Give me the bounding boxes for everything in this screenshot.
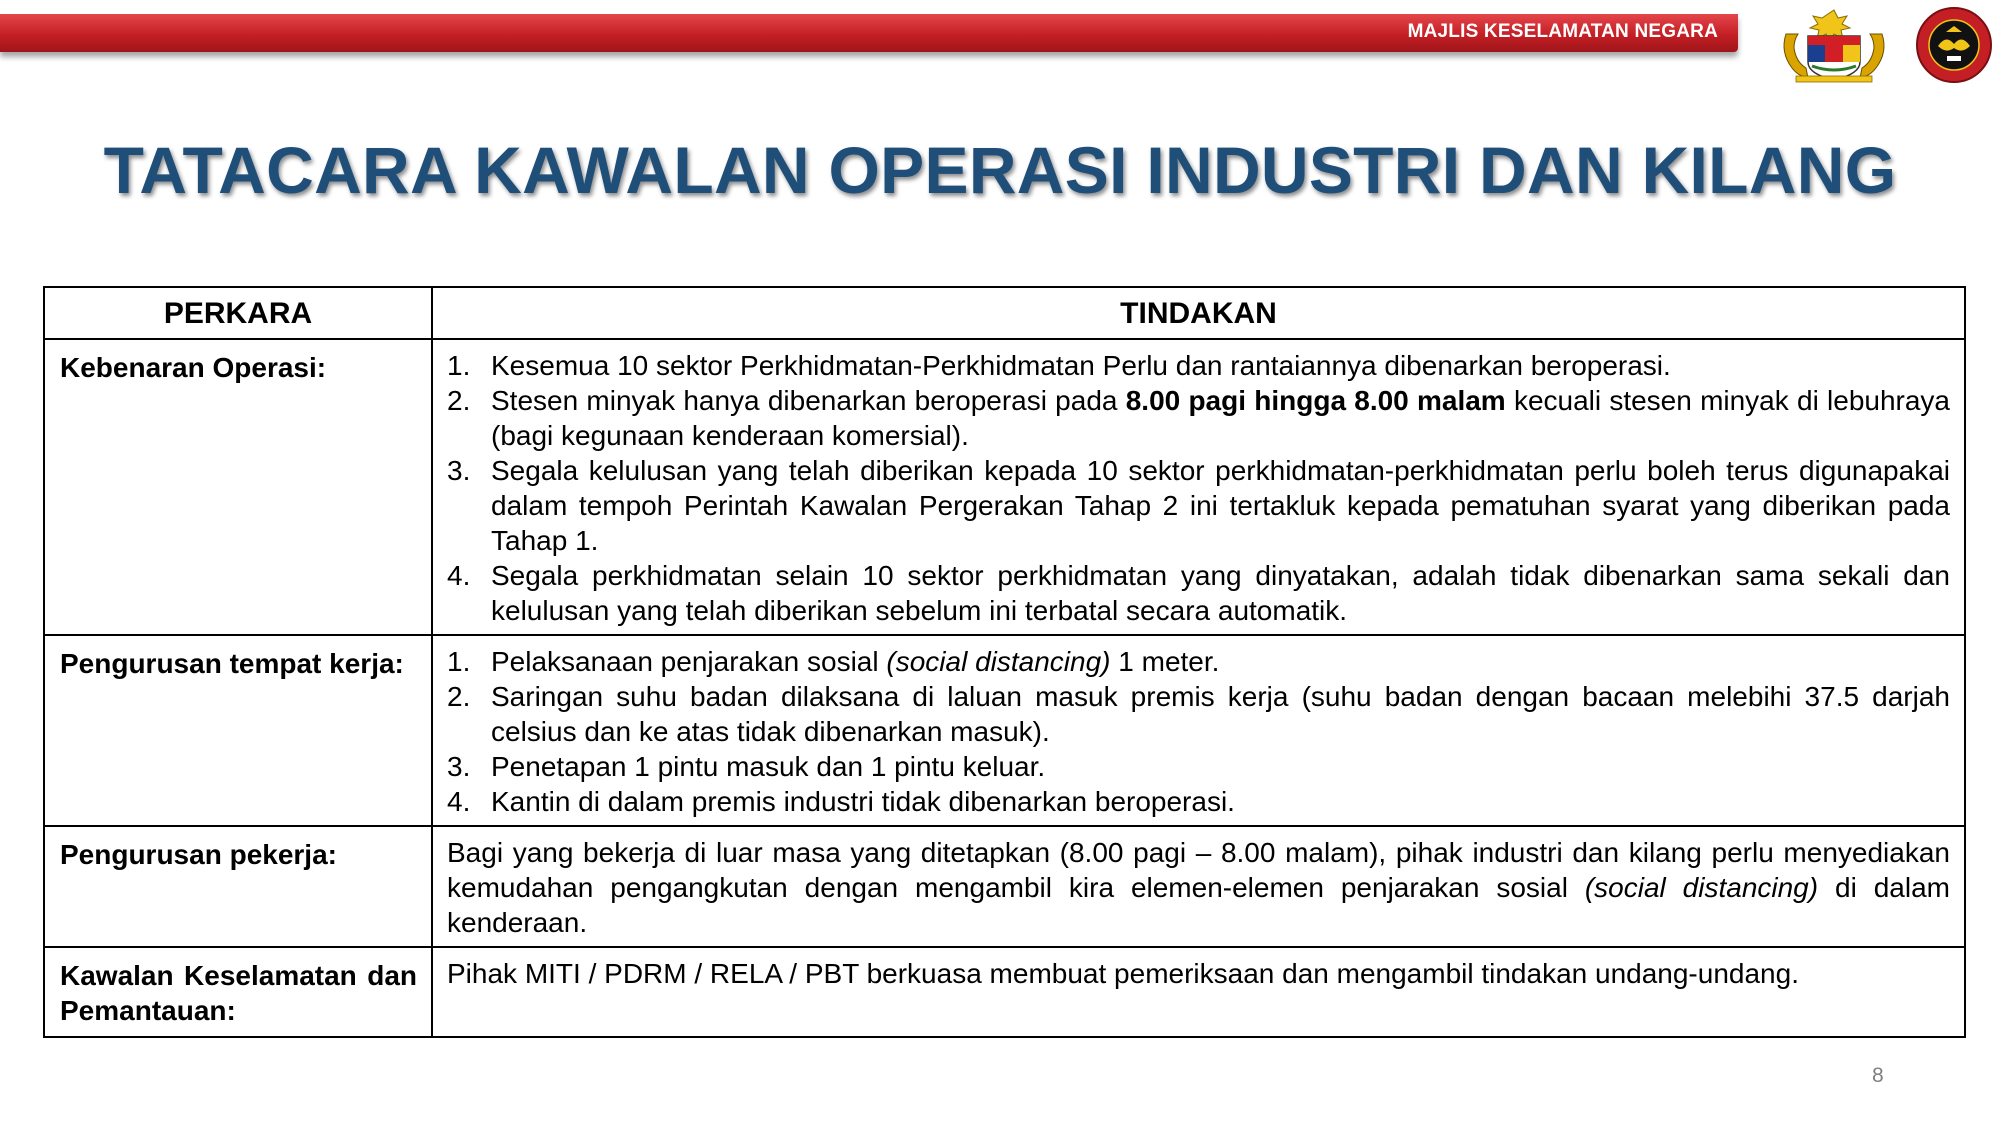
procedure-table — [43, 286, 1966, 1038]
column-header-perkara: PERKARA — [44, 287, 432, 339]
perkara-cell: Pengurusan pekerja: — [44, 826, 432, 947]
text-segment: Penetapan 1 pintu masuk dan 1 pintu keluar. — [491, 751, 1046, 782]
tindakan-cell — [432, 339, 1965, 635]
page-number: 8 — [1872, 1064, 1884, 1087]
perkara-cell: Kawalan Keselamatan dan Pemantauan: — [44, 947, 432, 1037]
text-segment: kecuali stesen minyak di lebuhraya (bagi kegunaan kenderaan komersial). — [491, 385, 1951, 451]
header-banner — [0, 14, 1738, 52]
table-row — [44, 635, 1965, 826]
list-item — [447, 558, 1950, 628]
list-item — [447, 644, 1950, 679]
text-segment: Kantin di dalam premis industri tidak dibenarkan beroperasi. — [491, 786, 1235, 817]
text-segment: Pelaksanaan penjarakan sosial — [491, 646, 887, 677]
list-number: 1. — [447, 646, 471, 677]
nsc-logo — [1910, 6, 1998, 84]
list-number: 2. — [447, 385, 471, 416]
table-row — [44, 339, 1965, 635]
perkara-cell: Kebenaran Operasi: — [44, 339, 432, 635]
list-number: 1. — [447, 350, 471, 381]
text-segment: 1 meter. — [1110, 646, 1220, 677]
tindakan-cell — [432, 635, 1965, 826]
org-name: MAJLIS KESELAMATAN NEGARA — [1407, 21, 1718, 42]
text-segment: Bagi yang bekerja di luar masa yang ditetapkan (8.00 pagi – 8.00 malam), pihak industri dan kilang perlu menyediakan kemudahan pengangkutan dengan mengambil kira elemen-elemen penjarakan sosial — [447, 837, 1950, 903]
table-row — [44, 947, 1965, 1037]
text-segment: Saringan suhu badan dilaksana di laluan masuk premis kerja (suhu badan dengan bacaan melebihi 37.5 darjah celsius dan ke atas tidak dibenarkan masuk). — [491, 681, 1950, 747]
list-number: 4. — [447, 560, 471, 591]
list-item — [447, 453, 1950, 558]
column-header-tindakan: TINDAKAN — [432, 287, 1965, 339]
perkara-cell: Pengurusan tempat kerja: — [44, 635, 432, 826]
list-item — [447, 679, 1950, 749]
text-segment: Stesen minyak hanya dibenarkan beroperasi pada — [491, 385, 1126, 416]
page-title: TATACARA KAWALAN OPERASI INDUSTRI DAN KILANG — [103, 133, 1897, 207]
action-list — [447, 348, 1950, 628]
text-segment: Segala perkhidmatan selain 10 sektor perkhidmatan yang dinyatakan, adalah tidak dibenarkan sama sekali dan kelulusan yang telah diberikan sebelum ini terbatal secara automatik. — [491, 560, 1950, 626]
table-row — [44, 826, 1965, 947]
list-number: 4. — [447, 786, 471, 817]
list-item — [447, 784, 1950, 819]
action-list — [447, 644, 1950, 819]
text-segment: Kesemua 10 sektor Perkhidmatan-Perkhidmatan Perlu dan rantaiannya dibenarkan beroperasi. — [491, 350, 1671, 381]
bold-text: 8.00 pagi hingga 8.00 malam — [1125, 385, 1506, 416]
text-segment: Pihak MITI / PDRM / RELA / PBT berkuasa membuat pemeriksaan dan mengambil tindakan undang-undang. — [447, 958, 1799, 989]
tindakan-cell — [432, 947, 1965, 1037]
list-number: 3. — [447, 751, 471, 782]
coat-of-arms-emblem — [1778, 6, 1890, 84]
list-number: 2. — [447, 681, 471, 712]
italic-text: (social distancing) — [1584, 872, 1819, 903]
text-segment: di dalam kenderaan. — [447, 872, 1950, 938]
list-number: 3. — [447, 455, 471, 486]
tindakan-cell — [432, 826, 1965, 947]
list-item — [447, 383, 1950, 453]
text-segment: Segala kelulusan yang telah diberikan kepada 10 sektor perkhidmatan-perkhidmatan perlu boleh terus digunapakai dalam tempoh Perintah Kawalan Pergerakan Tahap 2 ini tertakluk kepada pematuhan syarat yang diberikan pada Tahap 1. — [491, 455, 1950, 556]
list-item — [447, 348, 1950, 383]
list-item — [447, 749, 1950, 784]
italic-text: (social distancing) — [886, 646, 1111, 677]
table-header-row — [44, 287, 1965, 339]
